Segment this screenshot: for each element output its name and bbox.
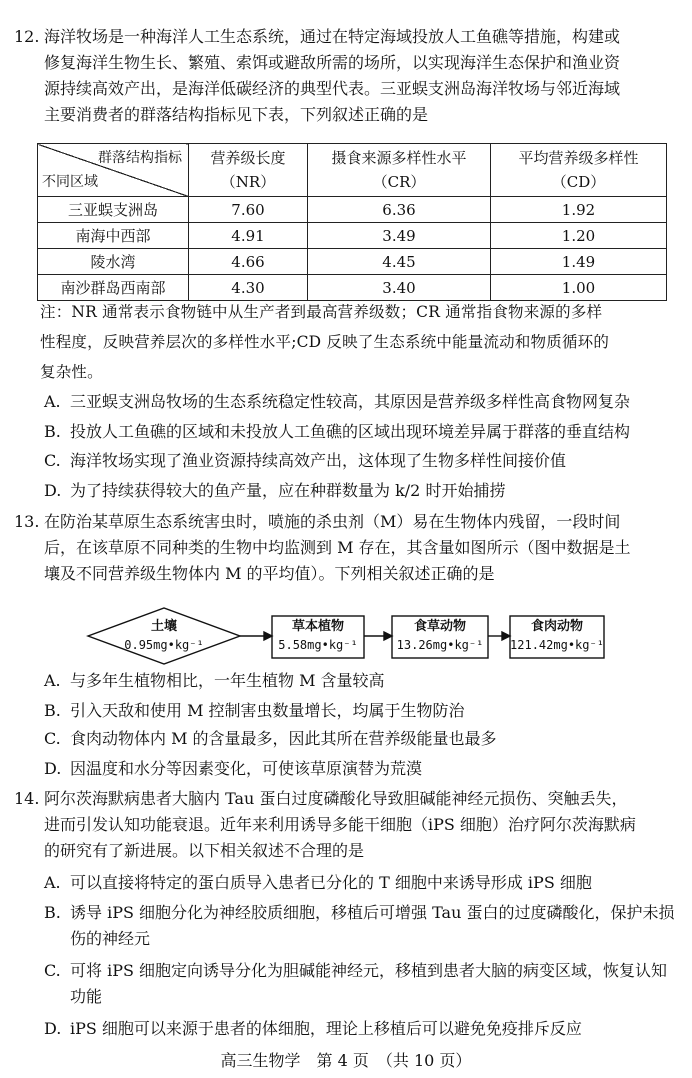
question-13 <box>14 509 678 587</box>
option-text: 诱导 iPS 细胞分化为神经胶质细胞，移植后可增强 Tau 蛋白的过度磷酸化，保护未损伤的神经元 <box>70 903 675 948</box>
region-cell: 陵水湾 <box>38 249 189 275</box>
question-number: 12. <box>14 27 40 46</box>
region-cell: 三亚蜈支洲岛 <box>38 197 189 223</box>
chain-node-herbivore <box>392 618 488 654</box>
node-name: 草本植物 <box>291 619 344 634</box>
option-text: 与多年生植物相比，一年生植物 M 含量较高 <box>70 671 385 690</box>
nr-cell: 4.30 <box>189 275 308 301</box>
arrow-head <box>384 632 392 640</box>
cr-cell: 3.49 <box>308 223 491 249</box>
option-text: 食肉动物体内 M 的含量最多，因此其所在营养级能量也最多 <box>70 729 497 748</box>
stem-line: 阿尔茨海默病患者大脑内 Tau 蛋白过度磷酸化导致胆碱能神经元损伤、突触丢失， <box>44 789 628 808</box>
option-text: 为了持续获得较大的鱼产量，应在种群数量为 k/2 时开始捕捞 <box>70 481 506 500</box>
nr-cell: 4.66 <box>189 249 308 275</box>
option-text: 引入天敌和使用 M 控制害虫数量增长，均属于生物防治 <box>70 701 465 720</box>
table-row <box>38 223 667 249</box>
arrow-head <box>502 632 510 640</box>
option-label: A. <box>44 392 61 411</box>
header-abbr: （CD） <box>551 173 606 191</box>
corner-top-label: 群落结构指标 <box>98 150 182 166</box>
option-text: 海洋牧场实现了渔业资源持续高效产出，这体现了生物多样性间接价值 <box>70 451 567 470</box>
option-13-c[interactable] <box>44 726 678 752</box>
option-text: 可将 iPS 细胞定向诱导分化为胆碱能神经元，移植到患者大脑的病变区域，恢复认知功能 <box>70 961 668 1006</box>
cd-cell: 1.20 <box>491 223 667 249</box>
stem-line: 进而引发认知功能衰退。近年来利用诱导多能干细胞（iPS 细胞）治疗阿尔茨海默病 <box>44 815 636 834</box>
option-label: C. <box>44 729 61 748</box>
stem-line: 在防治某草原生态系统害虫时，喷施的杀虫剂（M）易在生物体内残留，一段时间 <box>44 512 621 531</box>
cd-cell: 1.92 <box>491 197 667 223</box>
stem-line: 海洋牧场是一种海洋人工生态系统，通过在特定海域投放人工鱼礁等措施，构建或 <box>44 27 621 46</box>
cd-cell: 1.49 <box>491 249 667 275</box>
option-text: iPS 细胞可以来源于患者的体细胞，理论上移植后可以避免免疫排斥反应 <box>70 1019 582 1038</box>
page-footer: 高三生物学 第 4 页 （共 10 页） <box>220 1051 472 1070</box>
chain-node-herb <box>272 618 364 654</box>
table-row <box>38 249 667 275</box>
option-text: 投放人工鱼礁的区域和未投放人工鱼礁的区域出现环境差异属于群落的垂直结构 <box>70 422 631 441</box>
stem-line: 的研究有了新进展。以下相关叙述不合理的是 <box>44 841 365 860</box>
cr-cell: 6.36 <box>308 197 491 223</box>
option-12-c[interactable] <box>44 448 678 474</box>
table-row <box>38 197 667 223</box>
nr-cell: 7.60 <box>189 197 308 223</box>
option-label: B. <box>44 422 61 441</box>
note-line: 注：NR 通常表示食物链中从生产者到最高营养级数；CR 通常指食物来源的多样 <box>40 303 603 321</box>
option-14-d[interactable] <box>44 1016 678 1042</box>
note-line: 性程度，反映营养层次的多样性水平;CD 反映了生态系统中能量流动和物质循环的 <box>40 333 610 351</box>
option-label: D. <box>44 481 62 500</box>
corner-bottom-label: 不同区域 <box>42 174 98 190</box>
node-value: 5.58mg•kg⁻¹ <box>278 638 358 652</box>
table-note <box>40 297 678 387</box>
option-text: 因温度和水分等因素变化，可使该草原演替为荒漠 <box>70 759 423 778</box>
chain-node-carnivore <box>510 618 604 654</box>
option-label: D. <box>44 759 62 778</box>
option-12-a[interactable] <box>44 389 678 415</box>
question-number: 13. <box>14 512 40 531</box>
option-label: C. <box>44 451 61 470</box>
header-abbr: （CR） <box>372 173 426 191</box>
stem-line: 源持续高效产出，是海洋低碳经济的典型代表。三亚蜈支洲岛海洋牧场与邻近海域 <box>44 79 621 98</box>
region-cell: 南海中西部 <box>38 223 189 249</box>
chain-node-soil <box>108 618 220 654</box>
node-value: 13.26mg•kg⁻¹ <box>396 638 484 652</box>
option-label: A. <box>44 873 61 892</box>
option-label: C. <box>44 961 61 980</box>
stem-line: 后，在该草原不同种类的生物中均监测到 M 存在，其含量如图所示（图中数据是土 <box>44 538 631 557</box>
option-text: 可以直接将特定的蛋白质导入患者已分化的 T 细胞中来诱导形成 iPS 细胞 <box>70 873 592 892</box>
option-14-a[interactable] <box>44 870 678 896</box>
nr-cell: 4.91 <box>189 223 308 249</box>
option-label: D. <box>44 1019 62 1038</box>
option-12-d[interactable] <box>44 478 678 504</box>
option-13-b[interactable] <box>44 698 678 724</box>
option-label: B. <box>44 903 61 922</box>
question-stem <box>44 786 678 864</box>
header-abbr: （NR） <box>220 173 276 191</box>
question-stem <box>44 24 678 128</box>
stem-line: 修复海洋生物生长、繁殖、索饵或避敌所需的场所，以实现海洋生态保护和渔业资 <box>44 53 621 72</box>
table-corner-cell <box>38 144 189 197</box>
region-cell: 南沙群岛西南部 <box>38 275 189 301</box>
question-12 <box>14 24 678 128</box>
cd-cell: 1.00 <box>491 275 667 301</box>
question-stem <box>44 509 678 587</box>
header-text: 营养级长度 <box>210 149 286 167</box>
option-13-a[interactable] <box>44 668 678 694</box>
option-14-b[interactable] <box>44 900 678 952</box>
arrow-head <box>264 632 272 640</box>
node-name: 土壤 <box>150 619 177 634</box>
column-header-nr <box>189 144 308 197</box>
column-header-cr <box>308 144 491 197</box>
cr-cell: 3.40 <box>308 275 491 301</box>
cr-cell: 4.45 <box>308 249 491 275</box>
note-line: 复杂性。 <box>40 363 103 381</box>
header-text: 摄食来源多样性水平 <box>331 149 467 167</box>
pesticide-food-chain-diagram <box>86 604 606 668</box>
node-name: 食草动物 <box>413 619 466 634</box>
option-13-d[interactable] <box>44 756 678 782</box>
node-value: 121.42mg•kg⁻¹ <box>510 638 604 652</box>
option-12-b[interactable] <box>44 419 678 445</box>
node-value: 0.95mg•kg⁻¹ <box>124 638 204 652</box>
header-text: 平均营养级多样性 <box>518 149 639 167</box>
option-text: 三亚蜈支洲岛牧场的生态系统稳定性较高，其原因是营养级多样性高食物网复杂 <box>70 392 631 411</box>
column-header-cd <box>491 144 667 197</box>
stem-line: 主要消费者的群落结构指标见下表，下列叙述正确的是 <box>44 105 429 124</box>
node-name: 食肉动物 <box>530 619 583 634</box>
question-number: 14. <box>14 789 40 808</box>
option-14-c[interactable] <box>44 958 678 1010</box>
option-label: B. <box>44 701 61 720</box>
question-14 <box>14 786 678 864</box>
stem-line: 壤及不同营养级生物体内 M 的平均值）。下列相关叙述正确的是 <box>44 564 495 583</box>
option-label: A. <box>44 671 61 690</box>
community-structure-table <box>37 143 667 301</box>
